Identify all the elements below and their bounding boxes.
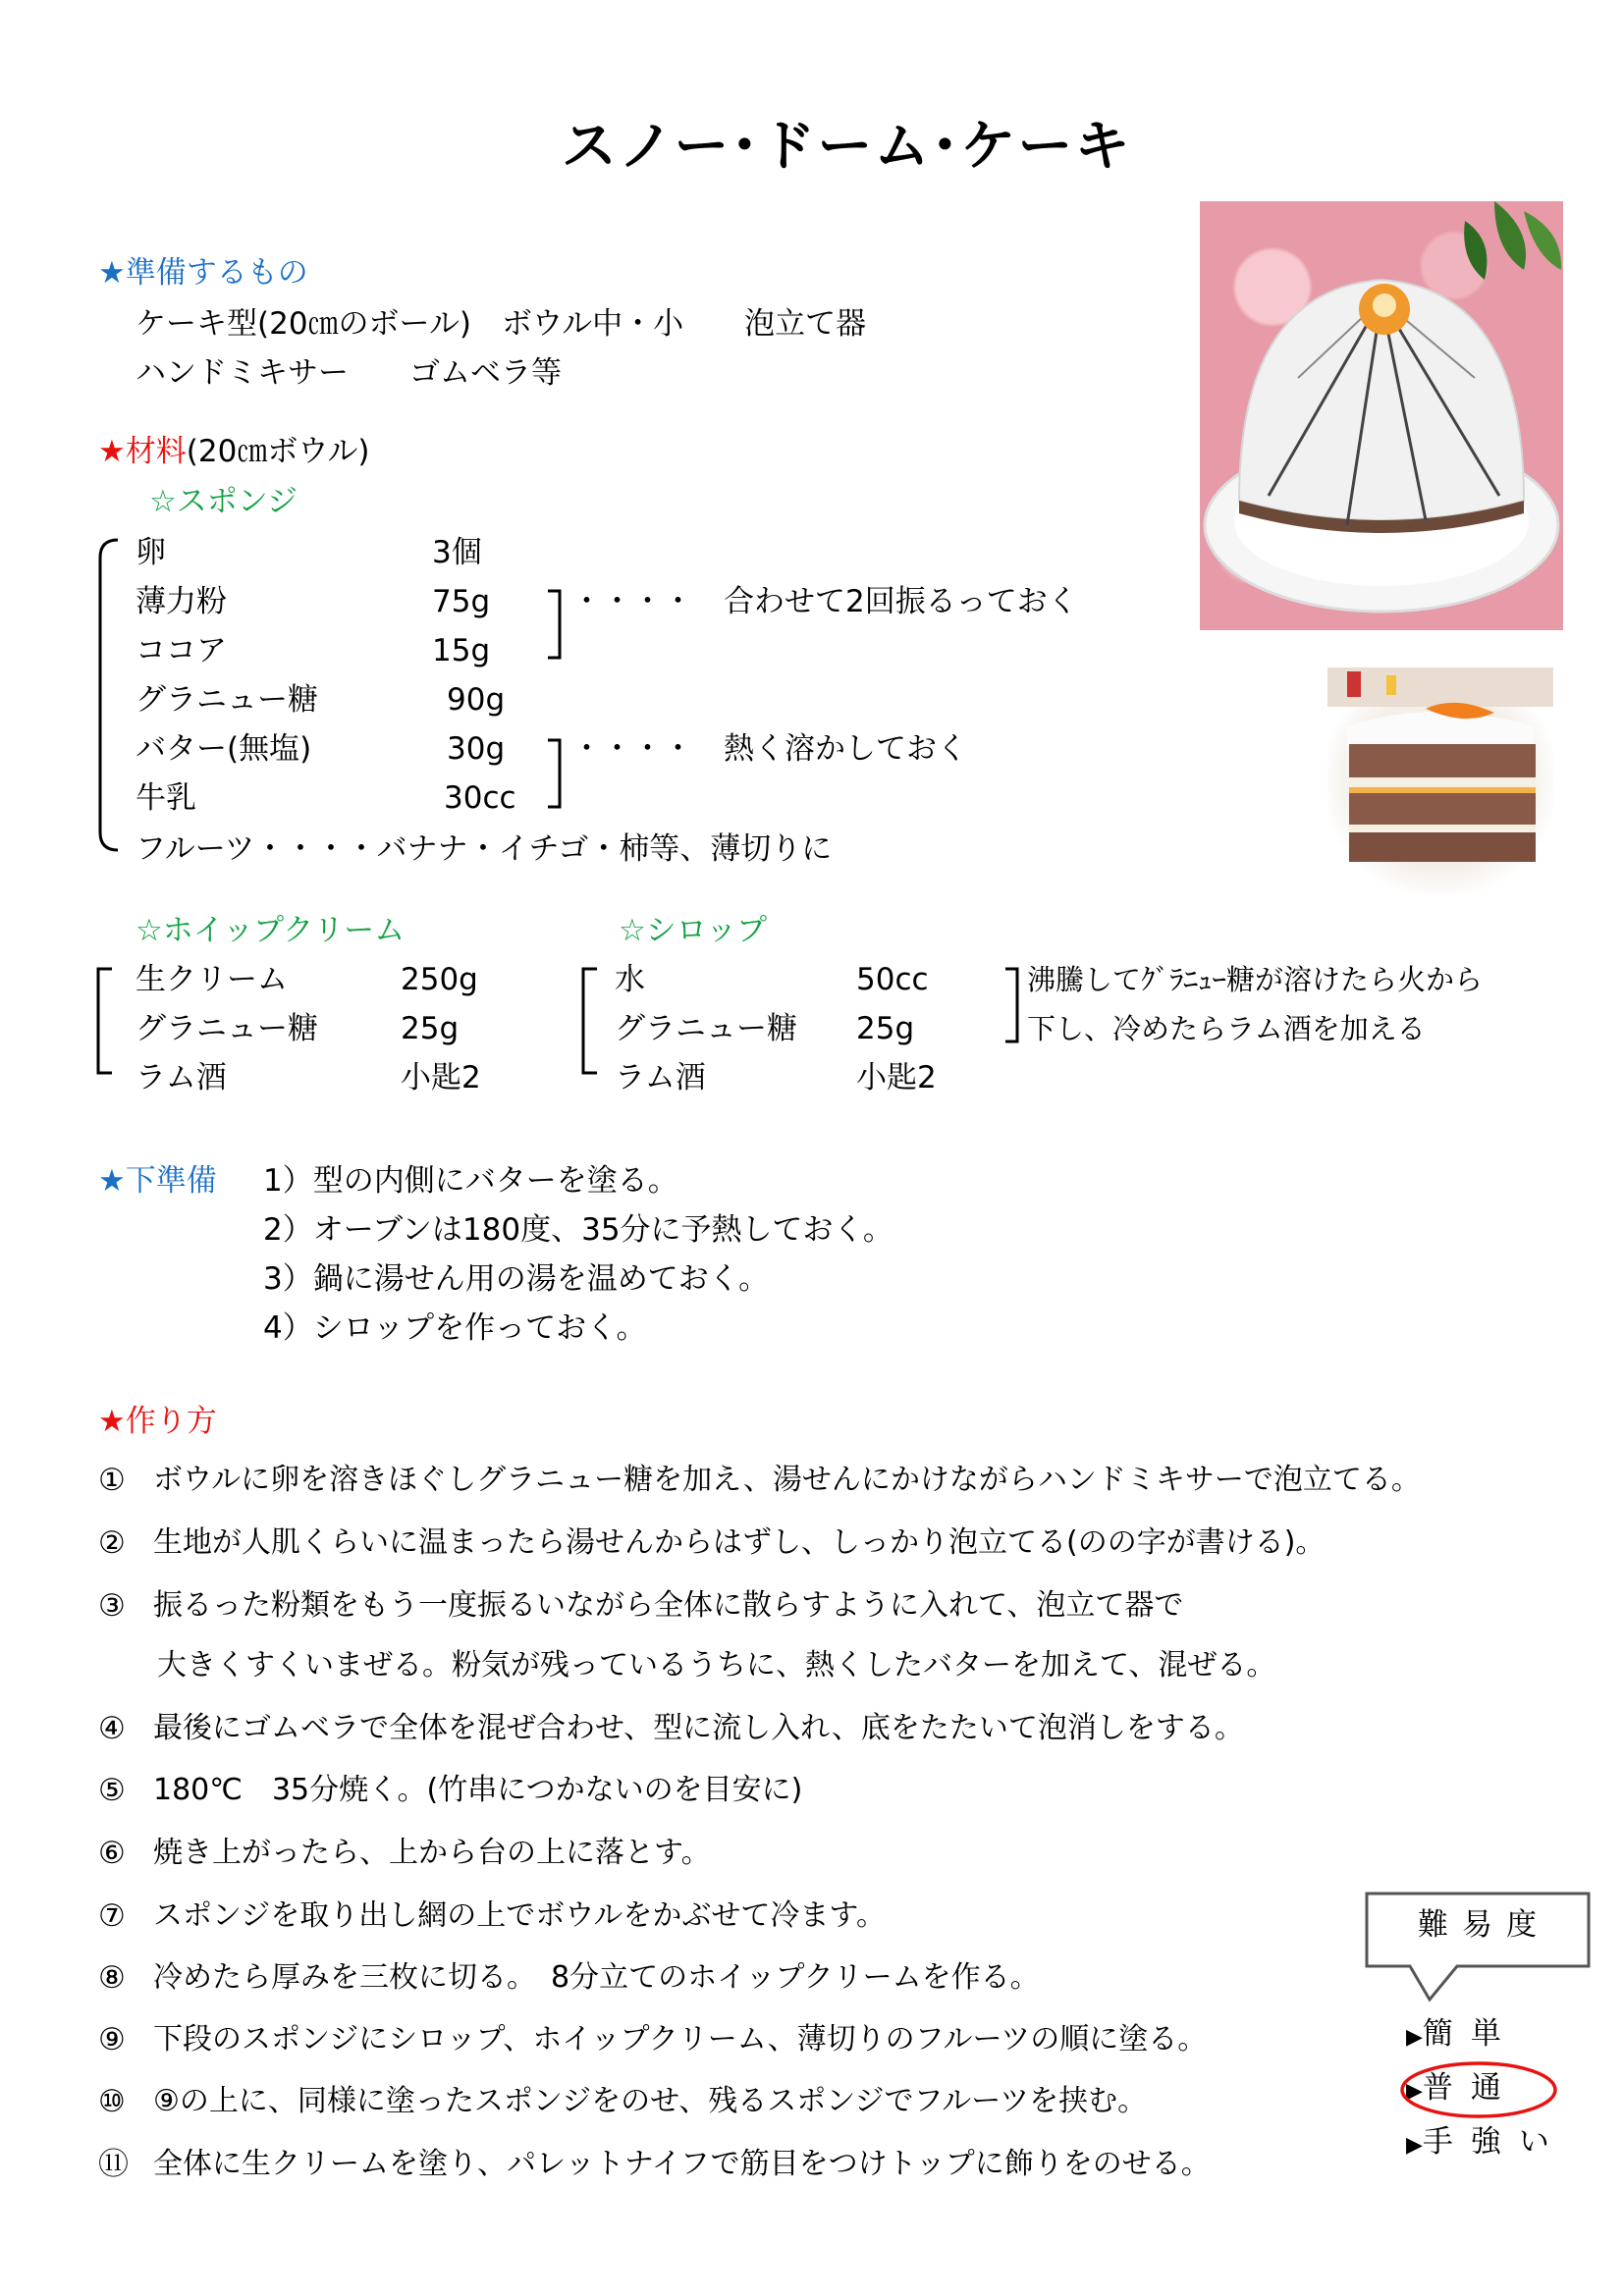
difficulty-easy bbox=[1406, 2014, 1519, 2057]
prepare-heading: ★準備するもの bbox=[98, 255, 308, 291]
cream-brace bbox=[92, 967, 116, 1075]
difficulty-label: 難易度 bbox=[1418, 1907, 1550, 1943]
syrup-heading bbox=[619, 911, 767, 950]
prepare-line-2: ハンドミキサー ゴムベラ等 bbox=[135, 355, 562, 391]
ingredient-name: ラム酒 bbox=[615, 1060, 706, 1095]
cake-photo bbox=[1200, 201, 1563, 630]
syrup-note-2: 下し、冷めたらラム酒を加える bbox=[1027, 1012, 1426, 1045]
step-text: スポンジを取り出し網の上でボウルをかぶせて冷ます。 bbox=[153, 1898, 886, 1933]
prep-step: 3）鍋に湯せん用の湯を温めておく。 bbox=[263, 1261, 770, 1297]
ingredient-name: バター(無塩) bbox=[135, 731, 312, 767]
difficulty-option-label: 簡単 bbox=[1422, 2016, 1519, 2052]
step-text: ⑨の上に、同様に塗ったスポンジをのせ、残るスポンジでフルーツを挟む。 bbox=[153, 2084, 1148, 2118]
sift-brace bbox=[546, 589, 566, 660]
step-text-continued: 大きくすくいまぜる。粉気が残っているうちに、熱くしたバターを加えて、混ぜる。 bbox=[157, 1648, 1276, 1682]
ingredient-qty: 小匙2 bbox=[856, 1060, 937, 1095]
syrup-heading-text: ☆シロップ bbox=[619, 913, 768, 948]
ingredient-qty: 3個 bbox=[432, 535, 482, 570]
step-number: ⑤ bbox=[98, 1773, 126, 1808]
cream-heading bbox=[135, 911, 405, 950]
step-number: ③ bbox=[98, 1588, 126, 1624]
prep-step: 2）オーブンは180度、35分に予熱しておく。 bbox=[263, 1212, 893, 1248]
syrup-brace bbox=[577, 967, 601, 1075]
step-number: ⑦ bbox=[98, 1898, 126, 1934]
syrup-note-brace bbox=[1003, 967, 1023, 1043]
step-number: ④ bbox=[98, 1711, 126, 1746]
difficulty-hard bbox=[1406, 2122, 1567, 2165]
triangle-bullet-icon: ▶ bbox=[1406, 2133, 1423, 2158]
melt-note: ・・・・ 熱く溶かしておく bbox=[571, 731, 967, 767]
ingredient-qty: 30g bbox=[447, 731, 506, 767]
step-text: 最後にゴムベラで全体を混ぜ合わせ、型に流し入れ、底をたたいて泡消しをする。 bbox=[153, 1711, 1244, 1745]
step-number: ⑩ bbox=[98, 2084, 126, 2119]
melt-brace bbox=[546, 738, 566, 809]
difficulty-option-label: 手強い bbox=[1422, 2124, 1567, 2160]
step-number: ① bbox=[98, 1463, 126, 1498]
ingredient-qty: 250g bbox=[401, 962, 478, 997]
ingredient-qty: 25g bbox=[856, 1011, 915, 1046]
selected-difficulty-circle bbox=[1398, 2059, 1559, 2120]
sponge-heading-text: ☆スポンジ bbox=[149, 484, 298, 519]
ingredient-name: ラム酒 bbox=[135, 1060, 227, 1095]
prepare-line-1: ケーキ型(20㎝のボール) ボウル中・小 泡立て器 bbox=[135, 306, 867, 342]
step-text: 下段のスポンジにシロップ、ホイップクリーム、薄切りのフルーツの順に塗る。 bbox=[153, 2022, 1208, 2056]
ingredient-name: グラニュー糖 bbox=[135, 682, 318, 718]
sponge-brace bbox=[94, 538, 124, 852]
difficulty-callout bbox=[1363, 1890, 1593, 2005]
page-title: スノー･ドーム･ケーキ bbox=[562, 115, 1132, 179]
ingredient-name: 牛乳 bbox=[135, 780, 196, 816]
method-heading: ★作り方 bbox=[98, 1404, 217, 1439]
ingredient-name: ココア bbox=[135, 633, 227, 668]
materials-heading-size: (20㎝ボウル) bbox=[186, 434, 370, 469]
step-text: 生地が人肌くらいに温まったら湯せんからはずし、しっかり泡立てる(のの字が書ける)。 bbox=[153, 1525, 1326, 1560]
ingredient-name: 卵 bbox=[135, 535, 166, 570]
difficulty-option-label: 普通 bbox=[1422, 2070, 1519, 2106]
step-text: 冷めたら厚みを三枚に切る。 8分立てのホイップクリームを作る。 bbox=[153, 1960, 1040, 1995]
cream-heading-text: ☆ホイップクリーム bbox=[135, 913, 406, 948]
step-text: 振るった粉類をもう一度振るいながら全体に散らすように入れて、泡立て器で bbox=[153, 1588, 1184, 1623]
step-text: 180℃ 35分焼く。(竹串につかないのを目安に) bbox=[153, 1773, 803, 1807]
materials-heading bbox=[98, 432, 370, 471]
ingredient-qty: 30cc bbox=[444, 780, 516, 816]
step-number: ⑥ bbox=[98, 1836, 126, 1871]
ingredient-name: グラニュー糖 bbox=[135, 1011, 318, 1046]
step-text: ボウルに卵を溶きほぐしグラニュー糖を加え、湯せんにかけながらハンドミキサーで泡立てる。 bbox=[153, 1463, 1421, 1497]
cake-slice-photo bbox=[1327, 667, 1553, 893]
step-number: ⑨ bbox=[98, 2022, 126, 2057]
fruits-line: フルーツ・・・・バナナ・イチゴ・柿等、薄切りに bbox=[135, 831, 833, 867]
materials-heading-star: ★材料 bbox=[98, 434, 187, 469]
ingredient-qty: 90g bbox=[447, 682, 506, 718]
ingredient-name: 水 bbox=[615, 962, 645, 997]
ingredient-name: 生クリーム bbox=[135, 962, 288, 997]
sponge-heading bbox=[149, 482, 298, 521]
ingredient-qty: 50cc bbox=[856, 962, 929, 997]
ingredient-qty: 75g bbox=[432, 584, 491, 619]
step-text: 焼き上がったら、上から台の上に落とす。 bbox=[153, 1836, 711, 1870]
ingredient-qty: 25g bbox=[401, 1011, 460, 1046]
ingredient-name: グラニュー糖 bbox=[615, 1011, 797, 1046]
triangle-bullet-icon: ▶ bbox=[1406, 2079, 1423, 2104]
ingredient-name: 薄力粉 bbox=[135, 584, 227, 619]
prep-step: 1）型の内側にバターを塗る。 bbox=[263, 1163, 678, 1199]
triangle-bullet-icon: ▶ bbox=[1406, 2025, 1423, 2050]
prep-step: 4）シロップを作っておく。 bbox=[263, 1310, 647, 1346]
step-number: ② bbox=[98, 1525, 126, 1561]
step-number: ⑪ bbox=[98, 2147, 129, 2182]
ingredient-qty: 15g bbox=[432, 633, 491, 668]
syrup-note-1: 沸騰してｸﾞﾗﾆｭｰ糖が溶けたら火から bbox=[1027, 963, 1484, 996]
prep-heading: ★下準備 bbox=[98, 1163, 217, 1199]
step-text: 全体に生クリームを塗り、パレットナイフで筋目をつけトップに飾りをのせる。 bbox=[153, 2147, 1211, 2181]
sift-note: ・・・・ 合わせて2回振るっておく bbox=[571, 584, 1078, 619]
ingredient-qty: 小匙2 bbox=[401, 1060, 481, 1095]
step-number: ⑧ bbox=[98, 1960, 126, 1996]
